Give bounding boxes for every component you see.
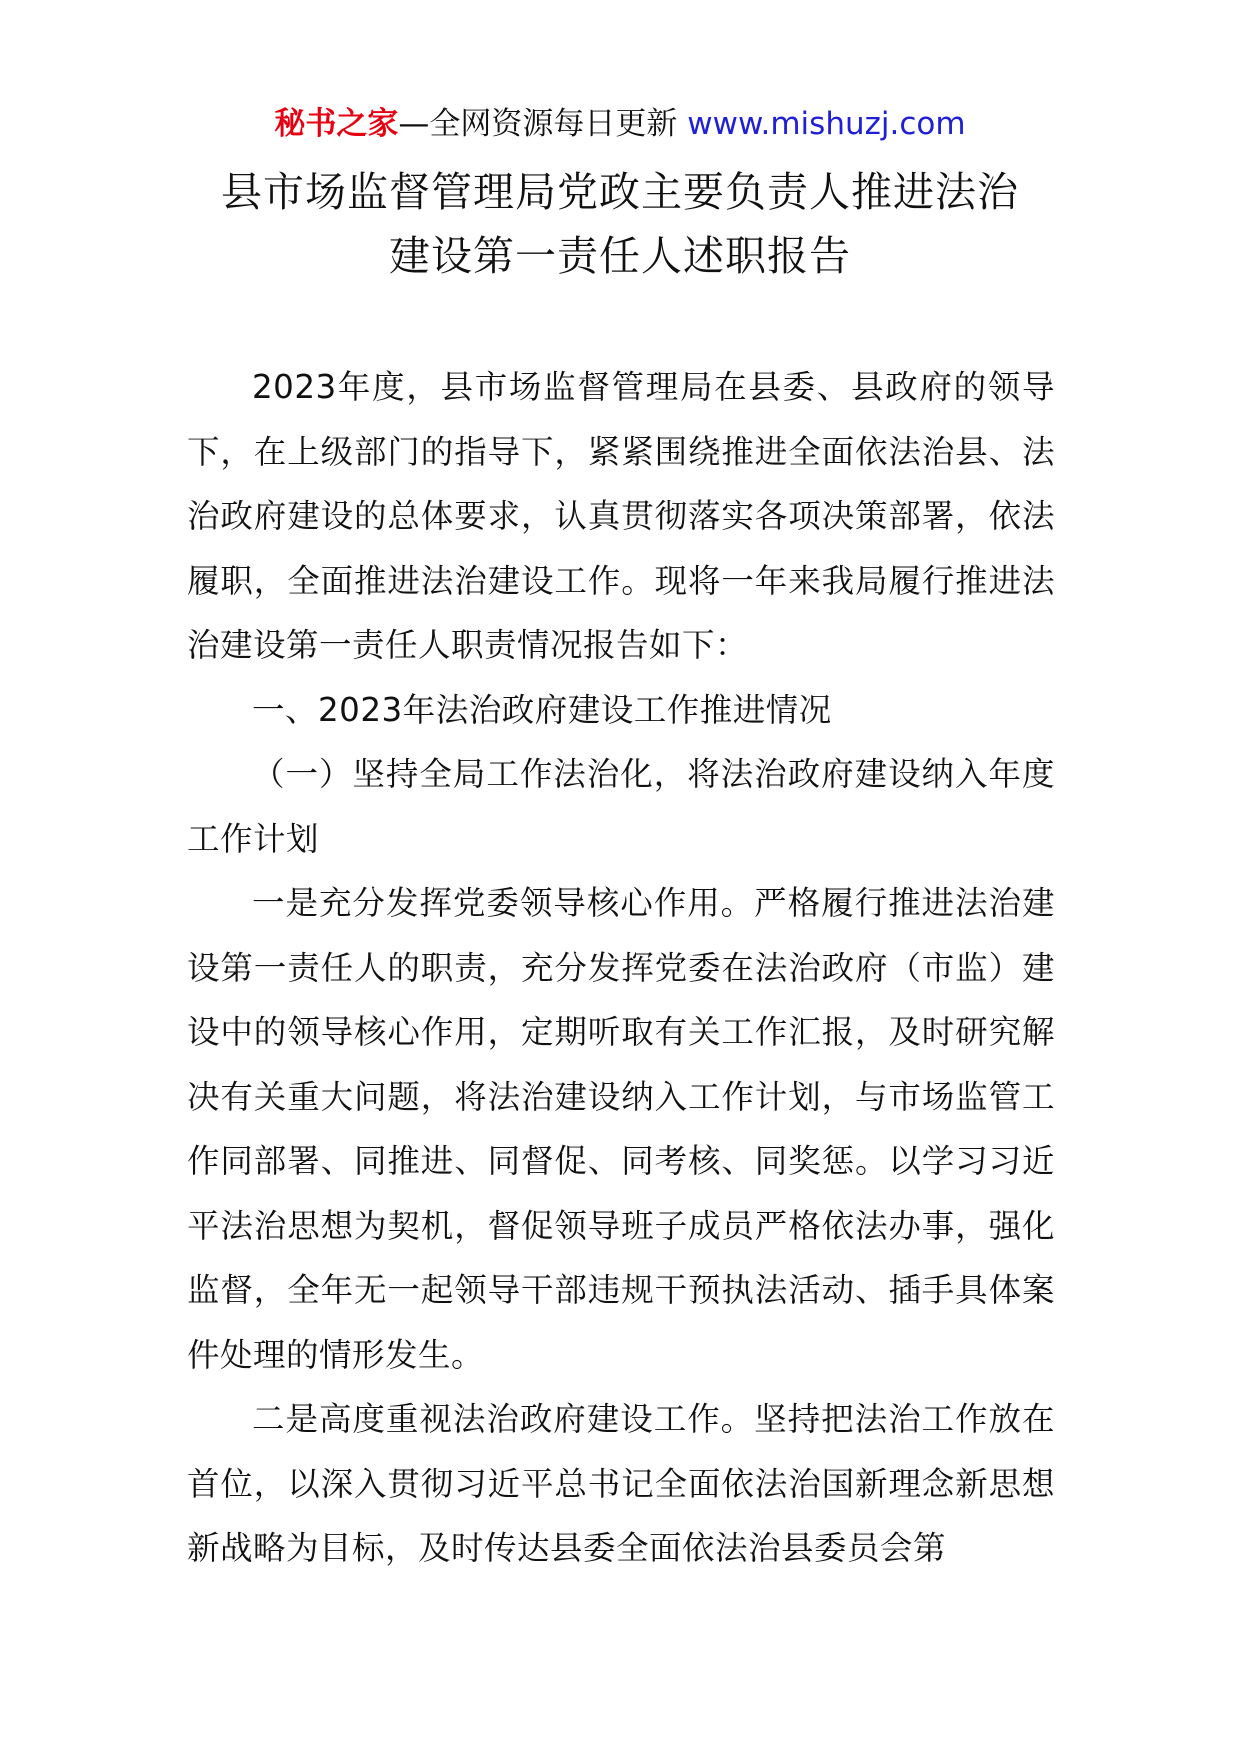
site-url-link[interactable]: www.mishuzj.com [687, 106, 966, 142]
body-paragraph: 一是充分发挥党委领导核心作用。严格履行推进法治建设第一责任人的职责，充分发挥党委在法治政府（市监）建设中的领导核心作用，定期听取有关工作汇报，及时研究解决有关重大问题，将法治建设纳入工作计划，与市场监管工作同部署、同推进、同督促、同考核、同奖惩。以学习习近平法治思想为契机，督促领导班子成员严格依法办事，强化监督，全年无一起领导干部违规干预执法活动、插手具体案件处理的情形发生。 [187, 884, 1055, 1374]
subsection-heading: （一）坚持全局工作法治化，将法治政府建设纳入年度工作计划 [187, 755, 1055, 858]
header-tagline: —全网资源每日更新 [398, 106, 688, 142]
brand-name: 秘书之家 [274, 106, 399, 142]
site-header [0, 100, 1240, 148]
document-body [187, 355, 1055, 1581]
body-paragraph: 二是高度重视法治政府建设工作。坚持把法治工作放在首位，以深入贯彻习近平总书记全面依法治国新理念新思想新战略为目标，及时传达县委全面依法治县委员会第 [187, 1400, 1055, 1567]
title-line-2: 建设第一责任人述职报告 [389, 232, 851, 280]
title-line-1: 县市场监督管理局党政主要负责人推进法治 [221, 168, 1019, 216]
document-title [0, 160, 1240, 288]
intro-paragraph: 2023年度，县市场监督管理局在县委、县政府的领导下，在上级部门的指导下，紧紧围绕推进全面依法治县、法治政府建设的总体要求，认真贯彻落实各项决策部署，依法履职，全面推进法治建设工作。现将一年来我局履行推进法治建设第一责任人职责情况报告如下： [187, 368, 1055, 664]
section-heading: 一、2023年法治政府建设工作推进情况 [252, 690, 832, 729]
